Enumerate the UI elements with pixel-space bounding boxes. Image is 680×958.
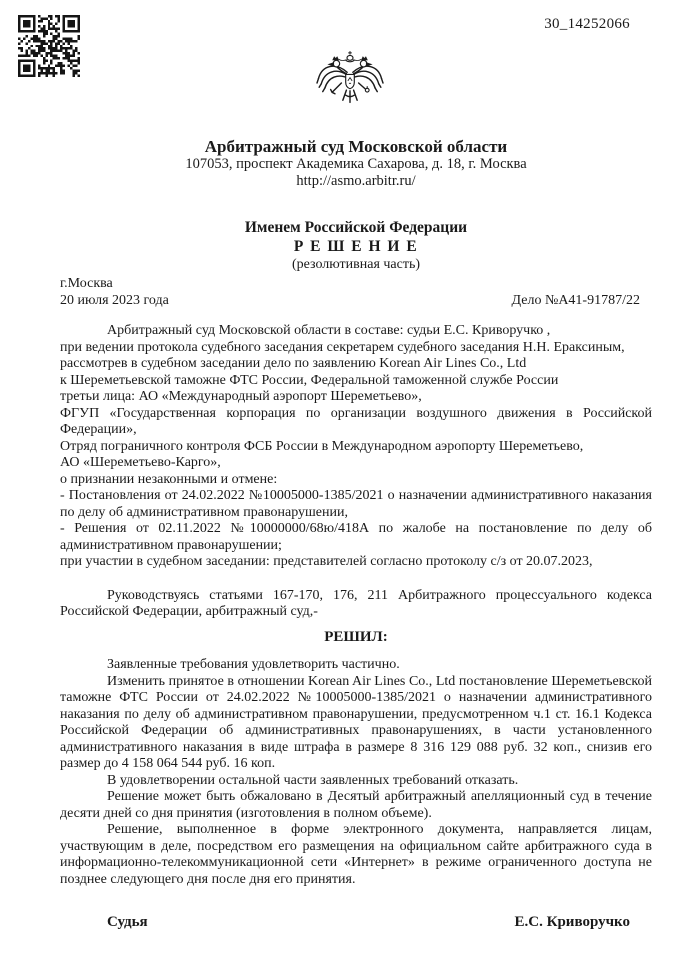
case-number: Дело №А41-91787/22 bbox=[511, 293, 640, 308]
resolution-paragraph: Заявленные требования удовлетворить частично. bbox=[107, 657, 400, 672]
body-paragraph: к Шереметьевской таможне ФТС России, Федеральной таможенной службе России bbox=[60, 372, 559, 388]
document-content bbox=[60, 138, 652, 931]
document-number: 30_14252066 bbox=[544, 16, 630, 32]
body-paragraph: третьи лица: АО «Международный аэропорт Шереметьево», bbox=[60, 389, 422, 404]
body-paragraph: о признании незаконными и отмене: bbox=[60, 471, 278, 487]
body-paragraph: Руководствуясь статьями 167-170, 176, 211 Арбитражного процессуального кодекса Российской Федерации, арбитражный суд,- bbox=[60, 587, 652, 619]
court-name: Арбитражный суд Московской области bbox=[204, 137, 508, 156]
judge-label: Судья bbox=[107, 914, 148, 930]
court-address: 107053, проспект Академика Сахарова, д. 18, г. Москва bbox=[185, 156, 527, 172]
document-header bbox=[0, 0, 680, 138]
court-website: http://asmo.arbitr.ru/ bbox=[296, 173, 416, 189]
resolution-paragraph: Решение, выполненное в форме электронного документа, направляется лицам, участвующим в деле, посредством его размещения на официальном сайте арбитражного суда в информационно-телекоммуникационной сети «Интернет» в режиме ограниченного доступа не позднее следующего дня после дня его принятия. bbox=[60, 822, 652, 887]
body-paragraph: при участии в судебном заседании: представителей согласно протоколу с/з от 20.07.2023, bbox=[60, 554, 593, 569]
in-the-name-heading: Именем Российской Федерации bbox=[244, 219, 468, 236]
body-paragraphs bbox=[60, 323, 652, 621]
russia-coat-of-arms-icon bbox=[314, 50, 386, 116]
resolution-paragraph: Решение может быть обжаловано в Десятый арбитражный апелляционный суд в течение десяти дней со дня принятия (изготовления в полном объеме). bbox=[60, 789, 652, 821]
qr-code-icon bbox=[18, 15, 80, 77]
signature-row bbox=[60, 914, 652, 931]
resolution-paragraph: В удовлетворении остальной части заявленных требований отказать. bbox=[107, 772, 519, 788]
body-paragraph: рассмотрев в судебном заседании дело по заявлению Korean Air Lines Co., Ltd bbox=[60, 356, 527, 371]
judge-name: Е.С. Криворучко bbox=[514, 914, 630, 930]
body-paragraph: - Решения от 02.11.2022 №10000000/68ю/418А по жалобе на постановление по делу об административном правонарушении; bbox=[60, 521, 652, 553]
resolution-paragraphs bbox=[60, 657, 652, 888]
body-paragraph: Арбитражный суд Московской области в составе: судьи Е.С. Криворучко , bbox=[107, 323, 551, 338]
decision-heading: Р Е Ш Е Н И Е bbox=[293, 238, 419, 255]
body-paragraph: ФГУП «Государственная корпорация по организации воздушного движения в Российской Федерации», bbox=[60, 405, 652, 437]
body-paragraph: Отряд пограничного контроля ФСБ России в Международном аэропорту Шереметьево, bbox=[60, 438, 584, 454]
case-city: г.Москва bbox=[60, 276, 113, 291]
body-paragraph: - Постановления от 24.02.2022 №10005000-1385/2021 о назначении административного наказания по делу об административном правонарушении, bbox=[60, 488, 652, 520]
body-paragraph: при ведении протокола судебного заседания секретарем судебного заседания Н.Н. Ераксиным, bbox=[60, 339, 625, 355]
decision-subtitle: (резолютивная часть) bbox=[291, 257, 421, 272]
case-date-row bbox=[60, 292, 652, 309]
resolution-heading: РЕШИЛ: bbox=[324, 628, 388, 645]
resolution-paragraph: Изменить принятое в отношении Korean Air Lines Co., Ltd постановление Шереметьевской таможне ФТС России от 24.02.2022 №10005000-1385/2021 о назначении административного наказания по делу об административном правонарушении, предусмотренном ч.1 ст. 16.1 Кодекса Российской Федерации об административных правонарушениях, в части установленного административного наказания в виде штрафа в размере 8 316 129 088 руб. 32 коп., снизив его размер до 4 158 064 544 руб. 16 коп. bbox=[60, 673, 652, 771]
case-date: 20 июля 2023 года bbox=[60, 293, 169, 308]
body-paragraph: АО «Шереметьево-Карго», bbox=[60, 455, 221, 470]
